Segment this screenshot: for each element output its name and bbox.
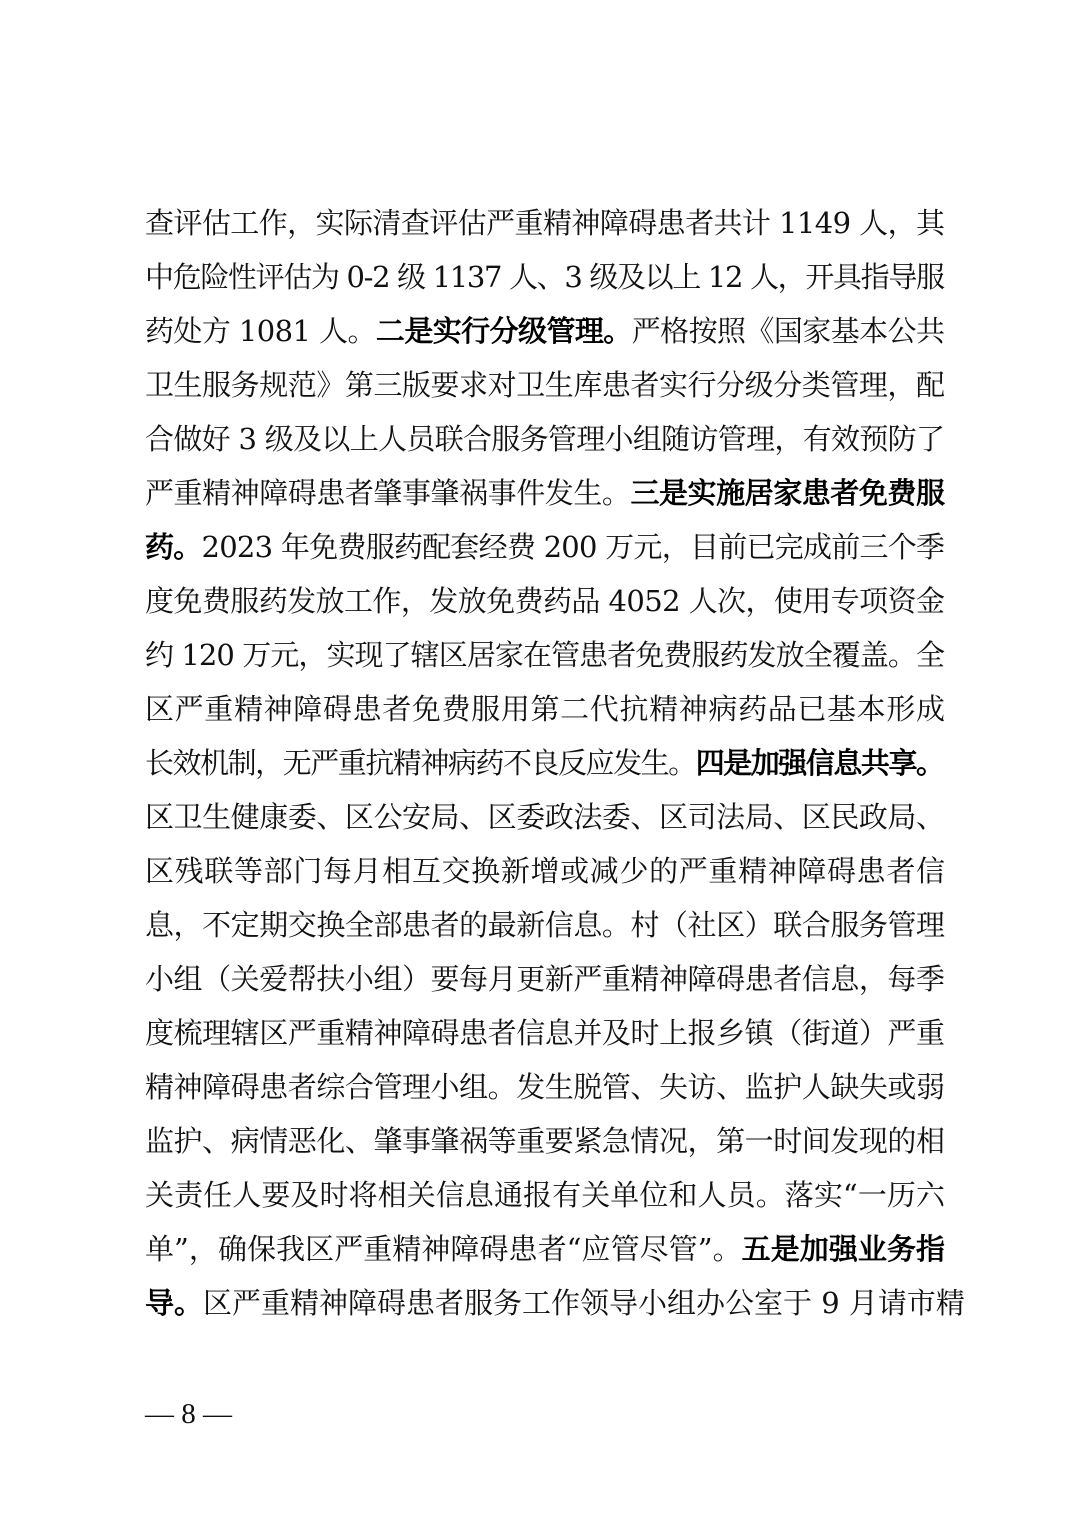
text-run: 息，不定期交换全部患者的最新信息。村（社区）联合服务管理 xyxy=(145,908,945,942)
text-line xyxy=(145,844,945,898)
text-run: 区卫生健康委、区公安局、区委政法委、区司法局、区民政局、 xyxy=(145,800,945,834)
text-run: 严重精神障碍患者肇事肇祸事件发生。三是实施居家患者免费服 xyxy=(145,466,945,520)
text-run: 区严重精神障碍患者免费服用第二代抗精神病药品已基本形成 xyxy=(145,692,946,726)
text-run: 药处方 1081 人。二是实行分级管理。严格按照《国家基本公共 xyxy=(145,304,944,358)
text-run: 约 120 万元，实现了辖区居家在管患者免费服药发放全覆盖。全 xyxy=(145,638,945,672)
bold-heading-four: 四是加强信息共享。 xyxy=(695,746,944,780)
bold-heading-three: 三是实施居家患者免费服 xyxy=(630,476,945,510)
text-run: 区残联等部门每月相互交换新增或减少的严重精神障碍患者信 xyxy=(145,854,946,888)
page-number: — 8 — xyxy=(145,1398,232,1430)
text-line xyxy=(145,682,945,736)
text-line xyxy=(145,1006,945,1060)
text-run: 监护、病情恶化、肇事肇祸等重要紧急情况，第一时间发现的相 xyxy=(145,1124,945,1158)
bold-heading-two: 二是实行分级管理。 xyxy=(375,314,632,348)
text-run: 导。区严重精神障碍患者服务工作领导小组办公室于 9 月请市精 xyxy=(145,1276,965,1330)
bold-heading-five-end: 导。 xyxy=(145,1286,204,1320)
text-line xyxy=(145,466,945,520)
text-run: 中危险性评估为 0-2 级 1137 人、3 级及以上 12 人，开具指导服 xyxy=(145,260,944,294)
text-line xyxy=(145,1060,945,1114)
text-line xyxy=(145,1222,945,1276)
text-line xyxy=(145,412,945,466)
text-line xyxy=(145,250,945,304)
bold-heading-five: 五是加强业务指 xyxy=(741,1232,946,1266)
text-run: 查评估工作，实际清查评估严重精神障碍患者共计 1149 人，其 xyxy=(145,206,945,240)
text-run: 小组（关爱帮扶小组）要每月更新严重精神障碍患者信息，每季 xyxy=(145,962,945,996)
text-run: 精神障碍患者综合管理小组。发生脱管、失访、监护人缺失或弱 xyxy=(145,1070,945,1104)
text-line xyxy=(145,1168,945,1222)
text-line xyxy=(145,574,945,628)
bold-heading-three-end: 药。 xyxy=(145,530,202,564)
text-run: 合做好 3 级及以上人员联合服务管理小组随访管理，有效预防了 xyxy=(145,422,945,456)
text-run: 度免费服药发放工作，发放免费药品 4052 人次，使用专项资金 xyxy=(145,584,945,618)
text-run: 卫生服务规范》第三版要求对卫生库患者实行分级分类管理，配 xyxy=(145,368,945,402)
text-line xyxy=(145,898,945,952)
text-line xyxy=(145,196,945,250)
text-line xyxy=(145,1114,945,1168)
text-line xyxy=(145,790,945,844)
text-run: 长效机制，无严重抗精神病药不良反应发生。四是加强信息共享。 xyxy=(145,736,944,790)
text-line xyxy=(145,952,945,1006)
text-line xyxy=(145,520,945,574)
text-run: 药。2023 年免费服药配套经费 200 万元，目前已完成前三个季 xyxy=(145,520,944,574)
text-line xyxy=(145,736,945,790)
text-run: 度梳理辖区严重精神障碍患者信息并及时上报乡镇（街道）严重 xyxy=(145,1016,945,1050)
text-line xyxy=(145,628,945,682)
text-line xyxy=(145,304,945,358)
text-run: 单”，确保我区严重精神障碍患者“应管尽管”。五是加强业务指 xyxy=(145,1222,945,1276)
text-line xyxy=(145,358,945,412)
body-text xyxy=(145,196,965,1330)
text-line xyxy=(145,1276,965,1330)
text-run: 关责任人要及时将相关信息通报有关单位和人员。落实“一历六 xyxy=(145,1178,946,1212)
